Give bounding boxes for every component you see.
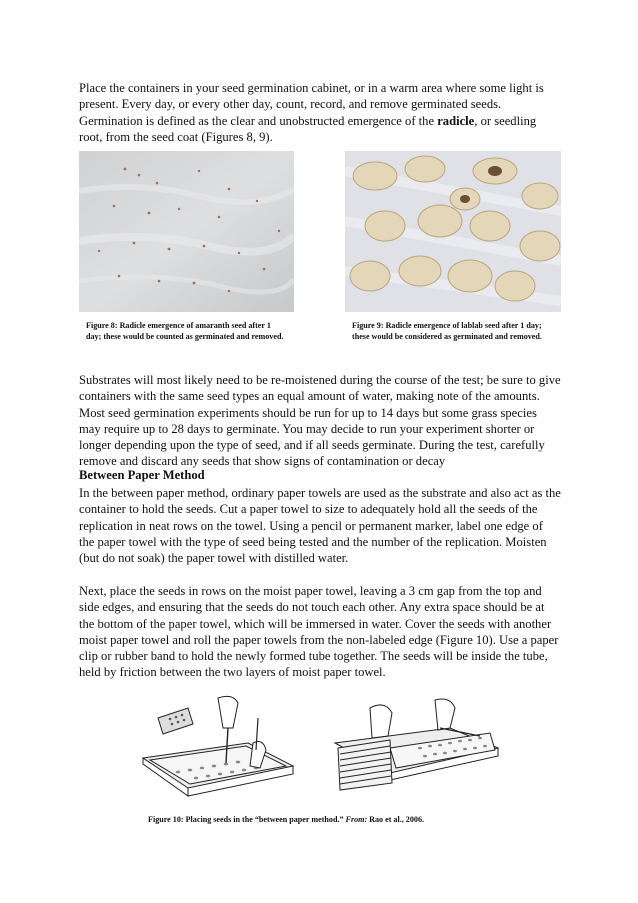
- paragraph-substrates: Substrates will most likely need to be re-moistened during the course of the test; be sure to give containers with the same seed types an equal amount of water, making note of the amounts. Most seed germination experiments should be run for up to 14 days but some grass species may require up to 28 days to germinate. You may decide to run your experiment shorter or longer depending upon the type of seed, and if all seeds germinate. During the test, carefully remove and discard any seeds that show signs of contamination or decay: [79, 373, 561, 469]
- paragraph-text: Place the containers in your seed germination cabinet, or in a warm area where some light is present. Every day, or every other day, count, record, and remove germinated seeds. Germination is defined as the clear and unobstructed emergence of the: [79, 81, 544, 128]
- caption-text: Figure 10: Placing seeds in the “between paper method.”: [148, 815, 346, 824]
- caption-source: Rao et al., 2006.: [367, 815, 425, 824]
- paragraph-germination: [79, 80, 561, 145]
- paragraph-placing-seeds: Next, place the seeds in rows on the moist paper towel, leaving a 3 cm gap from the top and side edges, and ensuring that the seeds do not touch each other. Any extra space should be at the bottom of the paper towel, which will be immersed in water. Cover the seeds with another moist paper towel and roll the paper towels from the non-labeled edge (Figure 10). Use a paper clip or rubber band to hold the newly formed tube together. The seeds will be inside the tube, held by friction between the two layers of moist paper towel.: [79, 584, 559, 680]
- figure-9-photo: [345, 151, 561, 312]
- figure-8-photo: [79, 151, 294, 312]
- paragraph-between-paper: In the between paper method, ordinary paper towels are used as the substrate and also act as the container to hold the seeds. Cut a paper towel to size to adequately hold all the seeds of the replication in neat rows on the towel. Using a pencil or permanent marker, label one edge of the paper towel with the type of seed being tested and the number of the replication. Moisten (but do not soak) the paper towel with distilled water.: [79, 486, 561, 566]
- figure-10-illustration-right: [330, 688, 502, 800]
- figure-10-caption: [148, 815, 424, 824]
- section-heading: Between Paper Method: [79, 468, 205, 482]
- caption-from-label: From:: [345, 815, 368, 824]
- paragraph-text: , or seedling root, from the seed coat (Figures 8, 9).: [79, 113, 537, 144]
- figure-10-illustration-left: [138, 688, 298, 800]
- figure-9-caption: Figure 9: Radicle emergence of lablab seed after 1 day; these would be considered as germinated and removed.: [352, 321, 542, 342]
- figure-8-caption: Figure 8: Radicle emergence of amaranth seed after 1 day; these would be counted as germinated and removed.: [86, 321, 284, 342]
- bold-term-radicle: radicle: [437, 113, 475, 128]
